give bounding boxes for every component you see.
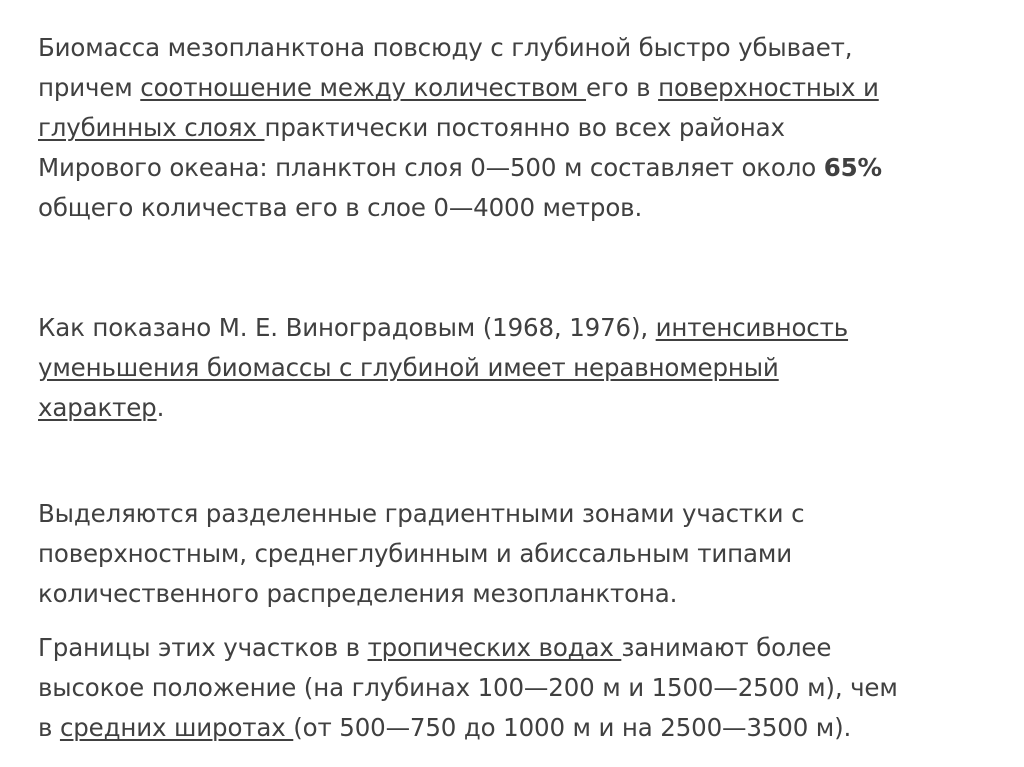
underlined-phrase: уменьшения биомассы с глубиной имеет неравномерный [38,353,779,382]
underlined-phrase: средних широтах [59,713,294,742]
underlined-phrase: глубинных слоях [38,113,265,142]
text-span: Биомасса мезопланктона повсюду с глубиной быстро убывает, [38,33,853,62]
paragraph-boundaries [38,628,1008,748]
text-span: занимают более [621,633,832,662]
text-span: его в [586,73,659,102]
text-span: поверхностным, среднеглубинным и абиссальным типами [38,539,793,568]
underlined-phrase: характер [38,393,157,422]
text-line [38,308,1008,348]
text-span: . [156,393,165,422]
underlined-phrase: тропических водах [367,633,622,662]
bold-percentage: 65% [823,153,882,182]
text-span: Выделяются разделенные градиентными зонами участки с [38,499,805,528]
text-line [38,348,1008,388]
text-line [38,534,1008,574]
text-line [38,68,1008,108]
text-span: Мирового океана: планктон слоя 0—500 м составляет около [38,153,824,182]
underlined-phrase: поверхностных и [658,73,879,102]
text-line [38,28,1008,68]
underlined-phrase: соотношение между количеством [140,73,587,102]
text-line [38,108,1008,148]
text-line [38,628,1008,668]
slide-body [38,28,1008,748]
paragraph-biomass-decrease [38,28,1008,228]
text-span: количественного распределения мезопланктона. [38,579,678,608]
text-line [38,574,1008,614]
text-span: практически постоянно во всех районах [264,113,785,142]
text-line [38,188,1008,228]
text-line [38,494,1008,534]
paragraph-vinogradov [38,308,1008,428]
text-line [38,148,1008,188]
text-line [38,668,1008,708]
text-span: Как показано М. Е. Виноградовым (1968, 1976), [38,313,656,342]
text-span: высокое положение (на глубинах 100—200 м и 1500—2500 м), чем [38,673,898,702]
text-span: в [38,713,60,742]
underlined-phrase: интенсивность [655,313,849,342]
text-line [38,388,1008,428]
text-span: общего количества его в слое 0—4000 метров. [38,193,643,222]
text-span: причем [38,73,141,102]
text-line [38,708,1008,748]
text-span: Границы этих участков в [38,633,368,662]
text-span: (от 500—750 до 1000 м и на 2500—3500 м). [293,713,852,742]
paragraph-zones [38,494,1008,614]
